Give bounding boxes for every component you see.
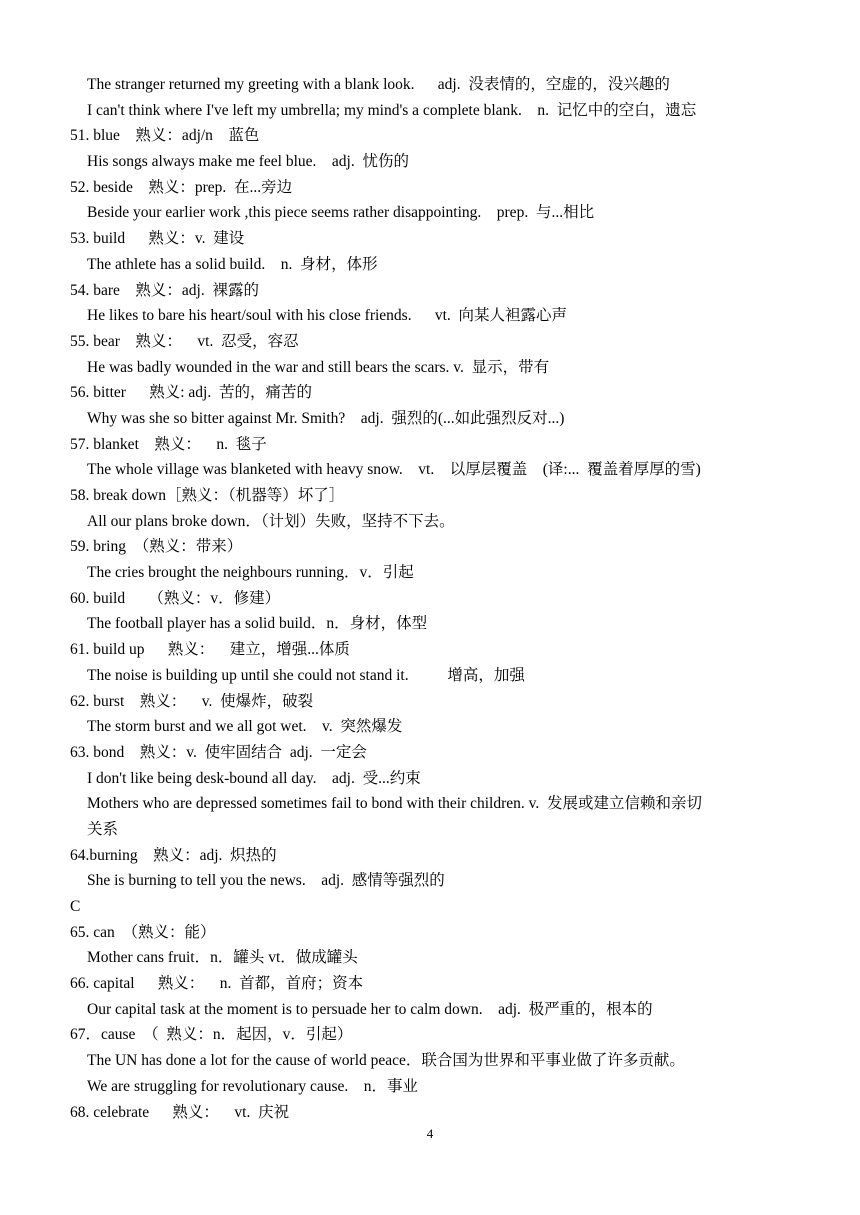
- section-letter: C: [70, 898, 81, 915]
- example-sentence: All our plans broke down．（计划）失败，坚持不下去。: [87, 512, 455, 530]
- vocab-entry: 60. build （熟义：v．修建）: [70, 589, 281, 607]
- example-sentence: She is burning to tell you the news. adj. 感情等强烈的: [87, 872, 445, 890]
- example-sentence: The cries brought the neighbours running．v．引起: [87, 564, 414, 582]
- example-sentence: I can't think where I've left my umbrella; my mind's a complete blank. n. 记忆中的空白，遗忘: [87, 101, 697, 119]
- example-sentence: Beside your earlier work ,this piece seems rather disappointing. prep. 与...相比: [87, 204, 595, 222]
- vocab-entry: 57. blanket 熟义： n. 毯子: [70, 435, 267, 453]
- vocab-entry: 62. burst 熟义： v. 使爆炸，破裂: [70, 692, 314, 710]
- vocab-entry: 53. build 熟义：v. 建设: [70, 230, 245, 248]
- vocab-entry: 55. bear 熟义： vt. 忍受，容忍: [70, 332, 299, 350]
- example-sentence: The athlete has a solid build. n. 身材，体形: [87, 255, 378, 273]
- example-sentence: The storm burst and we all got wet. v. 突然爆发: [87, 718, 403, 736]
- example-sentence: Our capital task at the moment is to persuade her to calm down. adj. 极严重的，根本的: [87, 1000, 653, 1018]
- example-sentence: Mother cans fruit．n．罐头 vt．做成罐头: [87, 949, 358, 967]
- vocab-entry: 54. bare 熟义：adj. 裸露的: [70, 281, 259, 299]
- example-sentence: The noise is building up until she could not stand it. 增高，加强: [87, 666, 525, 684]
- vocab-entry: 58. break down［熟义：（机器等）坏了］: [70, 487, 345, 504]
- example-sentence: The football player has a solid build．n．身材，体型: [87, 615, 428, 633]
- vocab-entry: 64.burning 熟义：adj. 炽热的: [70, 846, 277, 864]
- page-number: 4: [426, 1126, 434, 1141]
- example-sentence: Mothers who are depressed sometimes fail to bond with their children. v. 发展或建立信赖和亲切: [87, 795, 703, 813]
- example-sentence: The stranger returned my greeting with a blank look. adj. 没表情的，空虚的，没兴趣的: [87, 76, 670, 93]
- example-sentence: The UN has done a lot for the cause of world peace．联合国为世界和平事业做了许多贡献。: [87, 1052, 685, 1070]
- vocab-entry: 61. build up 熟义： 建立，增强...体质: [70, 641, 350, 659]
- example-continuation: 关系: [87, 820, 119, 838]
- example-sentence: He was badly wounded in the war and still bears the scars. v. 显示，带有: [87, 358, 550, 376]
- vocab-entry: 66. capital 熟义： n. 首都，首府；资本: [70, 975, 364, 993]
- vocab-entry: 63. bond 熟义：v. 使牢固结合 adj. 一定会: [70, 743, 367, 761]
- vocab-entry: 68. celebrate 熟义： vt. 庆祝: [70, 1103, 290, 1121]
- example-sentence: The whole village was blanketed with heavy snow. vt. 以厚层覆盖 (译:... 覆盖着厚厚的雪): [87, 461, 701, 479]
- vocab-entry: 51. blue 熟义：adj/n 蓝色: [70, 127, 260, 145]
- vocab-entry: 52. beside 熟义：prep. 在...旁边: [70, 178, 293, 196]
- example-sentence: We are struggling for revolutionary cause. n．事业: [87, 1077, 419, 1095]
- document-page: [0, 72, 860, 1125]
- vocab-entry: 67．cause （ 熟义：n．起因，v．引起）: [70, 1026, 353, 1044]
- vocab-entry: 59. bring （熟义：带来）: [70, 538, 243, 556]
- example-sentence: I don't like being desk-bound all day. adj. 受...约束: [87, 769, 421, 787]
- example-sentence: He likes to bare his heart/soul with his close friends. vt. 向某人袒露心声: [87, 307, 568, 325]
- vocab-entry: 56. bitter 熟义: adj. 苦的，痛苦的: [70, 384, 312, 402]
- vocab-entry: 65. can （熟义：能）: [70, 923, 216, 941]
- example-sentence: Why was she so bitter against Mr. Smith? adj. 强烈的(...如此强烈反对...): [87, 409, 565, 427]
- example-sentence: His songs always make me feel blue. adj. 忧伤的: [87, 153, 409, 171]
